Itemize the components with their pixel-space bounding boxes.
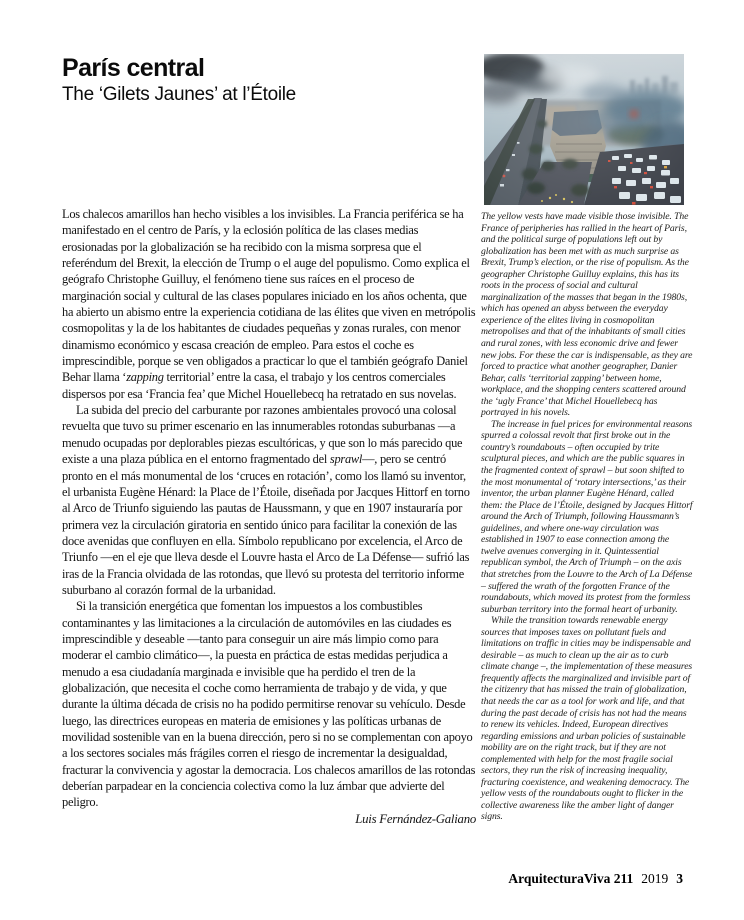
page-footer	[508, 871, 683, 887]
english-translation-column	[481, 211, 693, 823]
publication-year: 2019	[641, 871, 669, 886]
paragraph-es-2: La subida del precio del carburante por razones ambientales provocó una colosal revuelta que tuvo su primer escenario en las innumerables rotondas suburbanas —a menudo ocupadas por deplorables piezas escultóricas, y que son lo más parecido que existe a una plaza pública en el entorno fragmentado del sprawl—, pero se centró pronto en el más monumental de los ‘cruces en rotación’, como los llamó su inventor, el urbanista Eugène Hénard: la Place de l’Étoile, diseñada por Jacques Hittorf en torno al Arco de Triunfo siguiendo las pautas de Haussmann, y que en 1907 instauraría por primera vez la circulación giratoria en sentido único para facilitar la conexión de las doce avenidas que confluyen en ella. Símbolo republicano por excelencia, el Arco de Triunfo —en el eje que lleva desde el Louvre hasta el Arco de La Défense— sufrió las iras de la Francia olvidada de las rotondas, que llevó su protesta del territorio informe suburbano al corazón formal de la urbanidad.	[62, 403, 470, 597]
magazine-name-issue: ArquitecturaViva 211	[508, 871, 634, 886]
spanish-article-column	[62, 206, 476, 827]
page-number: 3	[676, 871, 683, 886]
paragraph-en-2: The increase in fuel prices for environmental reasons spurred a colossal revolt that first broke out in the country’s roundabouts – often occupied by trite sculptural pieces, and which are the public squares in the fragmented context of sprawl – but soon shifted to the most monumental of ‘rotary intersections,’ as their inventor, the urban planner Eugène Hénard, called them: the Place de l’Étoile, designed by Jacques Hittorf around the Arch of Triumph, following Haussmann’s guidelines, and where one-way circulation was established in 1907 to ease connection among the twelve avenues converging in it. Quintessential republican symbol, the Arch of Triumph – on the axis that stretches from the Louvre to the Arch of La Défense – suffered the wrath of the forgotten France of the roundabouts, which moved its protest from the formless suburban territory into the formal heart of urbanity.	[481, 418, 693, 615]
paragraph-en-3: While the transition towards renewable energy sources that imposes taxes on pollutant fuels and limitations on traffic in cities may be indispensable and desirable – as much to clean up the air as to curb climate change –, the implementation of these measures frequently affects the marginalized and invisible part of the citizenry that has missed the train of globalization, that needs the car as a tool for work and life, and that during the past decade of crisis has not had the means to renew its vehicles. Indeed, European directives regarding emissions and urban policies of sustainable mobility are on the right track, but if they are not complemented with help for the most fragile social sectors, they run the risk of increasing inequality, fracturing coexistence, and weakening democracy. The yellow vests of the roundabouts ought to flicker in the collective awareness like the amber light of danger signs.	[481, 615, 693, 823]
article-title: París central	[62, 54, 205, 82]
paragraph-es-1: Los chalecos amarillos han hecho visibles a los invisibles. La Francia periférica se ha manifestado en el centro de París, y la eclosión política de las clases medias erosionadas por la globalización se ha recibido con la misma sorpresa que el referéndum del Brexit, la elección de Trump o el auge del populismo. Como explica el geógrafo Christophe Guilluy, el fenómeno tiene sus raíces en el proceso de marginación social y cultural de las clases populares iniciado en los años ochenta, que ha abierto un abismo entre la experiencia cotidiana de las élites que viven en metrópolis cosmopolitas y la de los habitantes de ciudades pequeñas y zonas rurales, con menor dinamismo económico y escasa creación de empleo. Para estos el coche es imprescindible, porque se ven obligados a practicar lo que el también geógrafo Daniel Behar llama ‘zapping territorial’ entre la casa, el trabajo y los centros comerciales dispersos por esa ‘Francia fea’ que Michel Houellebecq ha retratado en sus novelas.	[62, 207, 476, 401]
photo-illustration	[484, 54, 684, 205]
article-header	[62, 54, 296, 106]
author-byline: Luis Fernández-Galiano	[355, 811, 476, 826]
photo-haze-overlay	[484, 54, 684, 205]
paris-aerial-protest-photo	[484, 54, 684, 205]
paragraph-es-3: Si la transición energética que fomentan los impuestos a los combustibles contaminantes y las limitaciones a la circulación de automóviles en las ciudades es imprescindible y deseable —tanto para conseguir un aire más limpio como para moderar el cambio climático—, la puesta en práctica de estas medidas perjudica a menudo a esa ciudadanía marginada e invisible que ha perdido el tren de la globalización, que necesita el coche como herramienta de trabajo y de vida, y que durante la última década de crisis no ha podido permitirse renovar su vehículo. Desde luego, las directrices europeas en materia de emisiones y las políticas urbanas de movilidad sostenible van en la buena dirección, pero si no se complementan con apoyo a los sectores sociales más frágiles corren el riesgo de incrementar la desigualdad, fracturar la convivencia y agostar la democracia. Los chalecos amarillos de las rotondas deberían parpadear en la conciencia colectiva como la luz ámbar que advierte del peligro.	[62, 599, 476, 810]
article-subtitle: The ‘Gilets Jaunes’ at l’Étoile	[62, 84, 296, 105]
paragraph-en-1: The yellow vests have made visible those invisible. The France of peripheries has rallied in the heart of Paris, and the political surge of populations left out by globalization has been met with as much surprise as Brexit, Trump’s election, or the rise of populism. As the geographer Christophe Guilluy explains, this has its roots in the process of social and cultural marginalization of the masses that began in the 1980s, which has opened an abyss between the everyday experience of the elites living in cosmopolitan metropolises and that of the inhabitants of small cities and rural zones, with less economic drive and fewer new jobs. For these the car is indispensable, as they are forced to practice what another geographer, Danier Behar, calls ‘territorial zapping’ between home, workplace, and the shopping centers scattered around the ‘ugly France’ that Michel Houellebecq has portrayed in his novels.	[481, 211, 693, 419]
